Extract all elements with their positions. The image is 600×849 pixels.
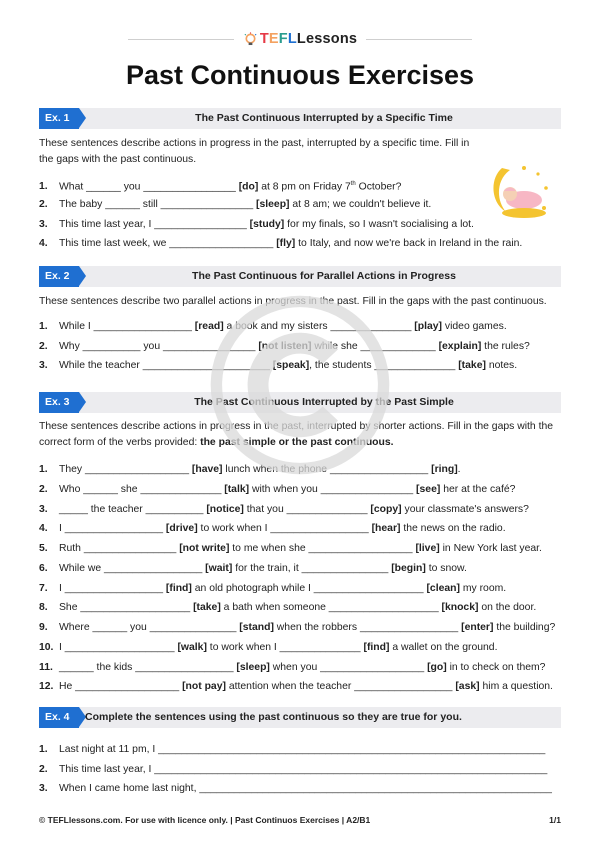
- sentence-text: the news on the radio.: [400, 523, 506, 534]
- sentence-text: her at the café?: [440, 484, 516, 495]
- exercise-2-item: [39, 319, 561, 334]
- item-number: 10.: [39, 642, 54, 653]
- exercise-3-item: [39, 600, 561, 615]
- exercise-4-item: [39, 742, 561, 757]
- page-title: Past Continuous Exercises: [125, 60, 475, 90]
- sentence-text: While the teacher ______________________: [59, 360, 273, 371]
- verb-prompt: [take]: [193, 602, 221, 613]
- exercise-3-item: [39, 620, 561, 635]
- sentence-text: a bath when someone ___________________: [220, 602, 442, 613]
- item-number: 1.: [39, 464, 48, 475]
- sentence-text: the building?: [493, 622, 556, 633]
- verb-prompt: [have]: [191, 464, 223, 475]
- exercise-title: Complete the sentences using the past continuous so they are true for you.: [85, 711, 462, 723]
- sentence-text: This time last year, I ________________: [59, 219, 250, 230]
- logo-suffix: Lessons: [296, 31, 358, 47]
- logo-prefix: TEFL: [259, 31, 297, 47]
- verb-prompt: [notice]: [206, 504, 244, 515]
- verb-prompt: [knock]: [441, 602, 479, 613]
- sentence-text: my room.: [459, 583, 507, 594]
- exercise-title: The Past Continuous Interrupted by the Past Simple: [194, 396, 454, 408]
- sentence-text: ______ the kids _________________: [59, 662, 237, 673]
- exercise-1-item: [39, 197, 561, 212]
- sentence-text: in New York last year.: [439, 543, 542, 554]
- verb-prompt: [find]: [363, 642, 390, 653]
- verb-prompt: [stand]: [239, 622, 274, 633]
- item-number: 2.: [39, 764, 48, 775]
- sentence-text: on the door.: [478, 602, 537, 613]
- exercise-3-item: [39, 561, 561, 576]
- verb-prompt: [begin]: [391, 563, 426, 574]
- sentence-text: when the robbers _________________: [273, 622, 462, 633]
- verb-prompt: [speak]: [272, 360, 310, 371]
- sentence-text: your classmate's answers?: [401, 504, 529, 515]
- sentence-text: October?: [355, 181, 402, 193]
- verb-prompt: [ring]: [431, 464, 458, 475]
- sentence-text: the rules?: [481, 341, 530, 352]
- item-number: 3.: [39, 219, 48, 230]
- item-number: 2.: [39, 341, 48, 352]
- sentence-text: She ___________________: [59, 602, 194, 613]
- sentence-text: Why __________ you ________________: [59, 341, 259, 352]
- sentence-text: while she _____________: [311, 341, 439, 352]
- verb-prompt: [find]: [165, 583, 192, 594]
- sentence-text: him a question.: [479, 681, 553, 692]
- sentence-text: _____ the teacher __________: [59, 504, 207, 515]
- exercise-2-item: [39, 339, 561, 354]
- exercise-tag: Ex. 1: [39, 108, 79, 129]
- item-number: 1.: [39, 181, 48, 193]
- exercise-3-item: [39, 679, 561, 694]
- item-number: 9.: [39, 622, 48, 633]
- verb-prompt: [copy]: [370, 504, 402, 515]
- verb-prompt: [drive]: [165, 523, 198, 534]
- exercise-tag: Ex. 4: [39, 707, 79, 728]
- exercise-3-instructions: [39, 419, 561, 451]
- sentence-text: at 8 pm on Friday 7: [258, 181, 351, 193]
- exercise-1-item: [39, 217, 561, 232]
- item-number: 1.: [39, 744, 48, 755]
- exercise-2-item: [39, 358, 561, 373]
- sentence-text: I ___________________: [59, 642, 178, 653]
- exercise-tag: Ex. 2: [39, 266, 79, 287]
- sentence-text: While I _________________: [59, 321, 195, 332]
- instruction-text: These sentences describe actions in progress in the past, interrupted by shorter actions. Fill in the gaps with the correct form of the verbs provided:: [39, 421, 554, 448]
- sentence-text: in to check on them?: [446, 662, 546, 673]
- sentence-text: when you __________________: [269, 662, 428, 673]
- sentence-text: to me when she __________________: [229, 543, 416, 554]
- verb-prompt: [not write]: [179, 543, 230, 554]
- exercise-3-item: [39, 541, 561, 556]
- sentence-text: What ______ you ________________: [59, 181, 239, 193]
- exercise-3-item: [39, 462, 561, 477]
- item-number: 2.: [39, 484, 48, 495]
- exercise-title: The Past Continuous Interrupted by a Specific Time: [195, 112, 453, 124]
- superscript: th: [350, 181, 356, 187]
- page-number: 1/1: [549, 815, 561, 825]
- exercise-3-header: [39, 392, 561, 413]
- verb-prompt: [do]: [238, 181, 259, 193]
- exercise-2-instructions: These sentences describe two parallel actions in progress in the past. Fill in the gaps with the past continuous.: [39, 296, 547, 307]
- divider: [128, 39, 234, 40]
- exercise-4-header: [39, 707, 561, 728]
- sentence-text: at 8 am; we couldn't believe it.: [289, 199, 432, 210]
- sentence-text: that you ______________: [243, 504, 371, 515]
- item-number: 2.: [39, 199, 48, 210]
- item-number: 7.: [39, 583, 48, 594]
- exercise-3-item: [39, 640, 561, 655]
- verb-prompt: [ask]: [455, 681, 480, 692]
- footer-copyright: © TEFLlessons.com. For use with licence only. | Past Continuos Exercises | A2/B1: [39, 815, 371, 825]
- verb-prompt: [go]: [427, 662, 447, 673]
- sentence-text: They __________________: [59, 464, 192, 475]
- sentence-text: an old photograph while I ___________________: [191, 583, 427, 594]
- sentence-text: , the students ______________: [309, 360, 459, 371]
- item-number: 8.: [39, 602, 48, 613]
- exercise-title: The Past Continuous for Parallel Actions in Progress: [192, 270, 456, 282]
- verb-prompt: [play]: [414, 321, 443, 332]
- verb-prompt: [walk]: [177, 642, 207, 653]
- sentence-text: a book and my sisters ______________: [223, 321, 415, 332]
- tefl-logo: [238, 30, 362, 48]
- instruction-emphasis: the past simple or the past continuous.: [200, 437, 394, 448]
- exercise-1-item: [39, 236, 561, 251]
- exercise-1-instructions: These sentences describe actions in progress in the past, interrupted by a specific time. Fill in the gaps with the past continuous.: [39, 138, 470, 165]
- sentence-text: a wallet on the ground.: [389, 642, 498, 653]
- verb-prompt: [not listen]: [258, 341, 312, 352]
- exercise-4-item: [39, 762, 561, 777]
- sentence-text: video games.: [442, 321, 507, 332]
- exercise-3-item: [39, 502, 561, 517]
- exercise-tag: Ex. 3: [39, 392, 79, 413]
- verb-prompt: [live]: [415, 543, 440, 554]
- sentence-text: for the train, it _______________: [232, 563, 392, 574]
- verb-prompt: [take]: [458, 360, 486, 371]
- sentence-text: notes.: [485, 360, 518, 371]
- sentence-text: While we _________________: [59, 563, 206, 574]
- item-number: 4.: [39, 238, 48, 249]
- exercise-1-item: [39, 177, 561, 192]
- verb-prompt: [explain]: [438, 341, 482, 352]
- sentence-text: Last night at 11 pm, I ___________________________________________________________________: [59, 744, 546, 755]
- verb-prompt: [hear]: [371, 523, 401, 534]
- item-number: 12.: [39, 681, 54, 692]
- sentence-text: attention when the teacher _________________: [225, 681, 456, 692]
- sentence-text: He __________________: [59, 681, 183, 692]
- sentence-text: lunch when the phone _________________: [222, 464, 432, 475]
- header-logo-row: [0, 29, 600, 49]
- sentence-text: I _________________: [59, 523, 166, 534]
- exercise-4-item: [39, 781, 561, 796]
- verb-prompt: [enter]: [461, 622, 494, 633]
- verb-prompt: [read]: [194, 321, 224, 332]
- sentence-text: for my finals, so I wasn't socialising a lot.: [284, 219, 474, 230]
- exercise-3-item: [39, 660, 561, 675]
- sentence-text: The baby ______ still ________________: [59, 199, 257, 210]
- sentence-text: I _________________: [59, 583, 166, 594]
- sentence-text: .: [457, 464, 461, 475]
- verb-prompt: [clean]: [426, 583, 460, 594]
- exercise-1-header: [39, 108, 561, 129]
- verb-prompt: [sleep]: [256, 199, 290, 210]
- exercise-3-item: [39, 521, 561, 536]
- item-number: 3.: [39, 504, 48, 515]
- page-footer: [39, 815, 561, 829]
- sentence-text: to snow.: [425, 563, 467, 574]
- exercise-3-item: [39, 581, 561, 596]
- item-number: 6.: [39, 563, 48, 574]
- lightbulb-icon: [243, 32, 258, 47]
- exercise-3-item: [39, 482, 561, 497]
- sentence-text: with when you ________________: [249, 484, 417, 495]
- divider: [366, 39, 472, 40]
- sentence-text: to work when I _________________: [197, 523, 372, 534]
- item-number: 11.: [39, 662, 53, 673]
- item-number: 3.: [39, 360, 48, 371]
- sentence-text: to work when I ______________: [206, 642, 364, 653]
- verb-prompt: [talk]: [224, 484, 250, 495]
- exercise-2-header: [39, 266, 561, 287]
- sentence-text: This time last week, we __________________: [59, 238, 277, 249]
- item-number: 5.: [39, 543, 48, 554]
- verb-prompt: [study]: [249, 219, 285, 230]
- sentence-text: This time last year, I ____________________________________________________________________: [59, 764, 548, 775]
- sentence-text: When I came home last night, _____________________________________________________________: [59, 783, 552, 794]
- item-number: 4.: [39, 523, 48, 534]
- item-number: 3.: [39, 783, 48, 794]
- sentence-text: Who ______ she ______________: [59, 484, 225, 495]
- item-number: 1.: [39, 321, 48, 332]
- sentence-text: to Italy, and now we're back in Ireland in the rain.: [295, 238, 523, 249]
- verb-prompt: [wait]: [205, 563, 233, 574]
- verb-prompt: [sleep]: [236, 662, 270, 673]
- sentence-text: Where ______ you _______________: [59, 622, 240, 633]
- sentence-text: Ruth ________________: [59, 543, 180, 554]
- verb-prompt: [see]: [416, 484, 441, 495]
- verb-prompt: [fly]: [276, 238, 296, 249]
- verb-prompt: [not pay]: [182, 681, 226, 692]
